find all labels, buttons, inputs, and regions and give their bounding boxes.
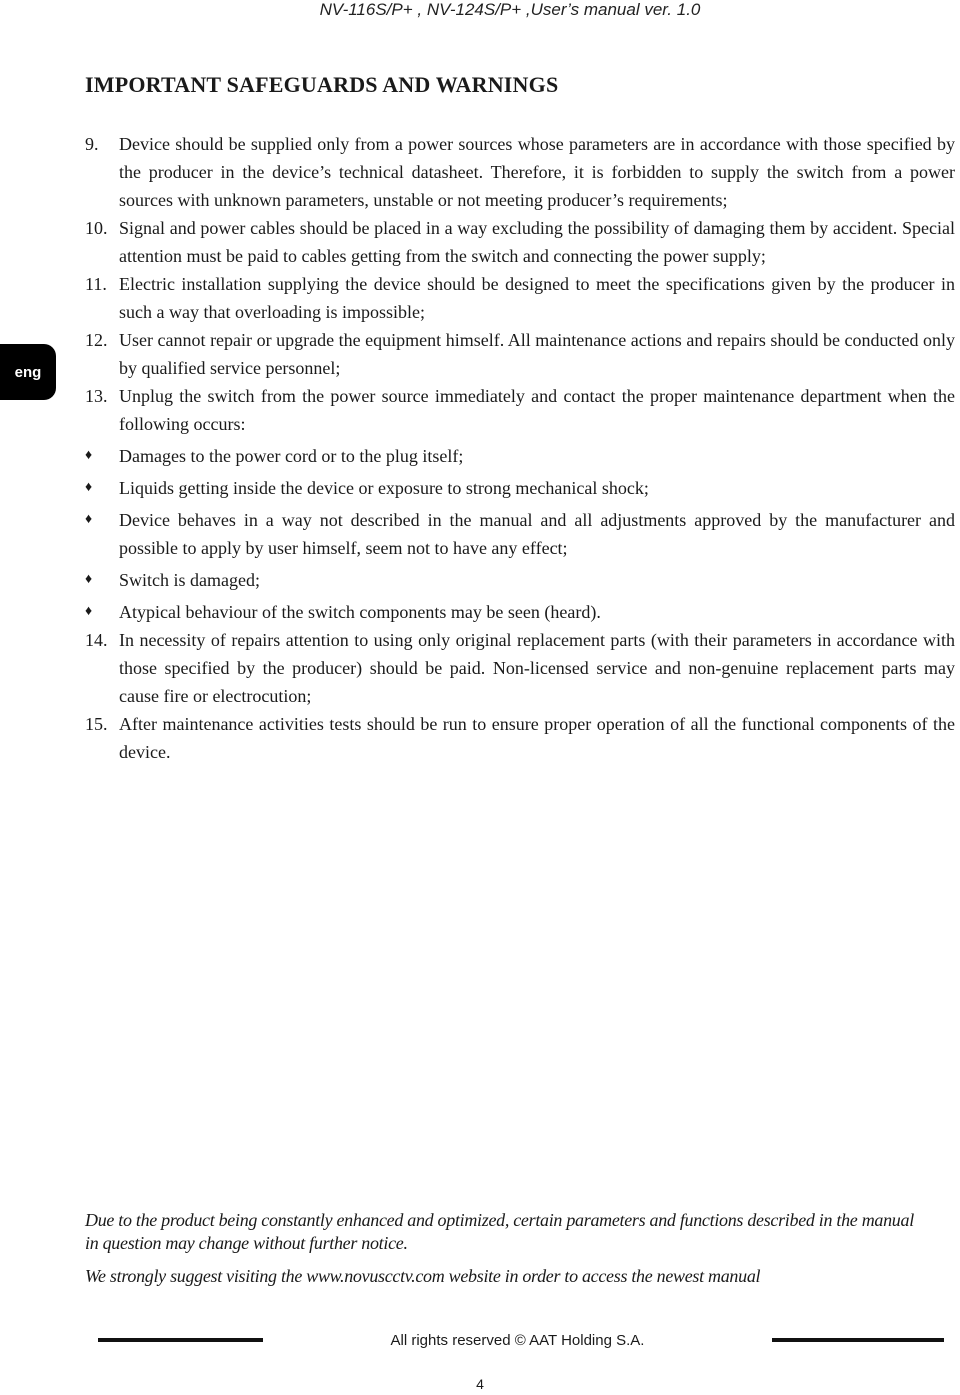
diamond-bullet-icon: ♦ xyxy=(85,572,93,587)
item-text: Unplug the switch from the power source immediately and contact the proper maintenance department when the following occurs: xyxy=(119,386,955,434)
item-number: 12. xyxy=(85,330,108,350)
notice-text: Due to the product being constantly enhanced and optimized, certain parameters and functions described in the manual in question may change without further notice. xyxy=(85,1210,914,1253)
diamond-bullet-icon: ♦ xyxy=(85,448,93,463)
section-title: IMPORTANT SAFEGUARDS AND WARNINGS xyxy=(85,72,559,97)
item-number: 13. xyxy=(85,386,108,406)
warning-item xyxy=(85,270,955,326)
item-text: Electric installation supplying the device should be designed to meet the specifications given by the producer in such a way that overloading is impossible; xyxy=(119,274,955,322)
bullet-item xyxy=(85,598,955,626)
item-text: After maintenance activities tests should be run to ensure proper operation of all the functional components of the device. xyxy=(119,714,955,762)
bullet-item xyxy=(85,506,955,562)
bullet-text: Switch is damaged; xyxy=(119,570,260,590)
item-text: Signal and power cables should be placed in a way excluding the possibility of damaging them by accident. Special attention must be paid to cables getting from the switch and connecting the power supply; xyxy=(119,218,955,266)
item-number: 10. xyxy=(85,218,108,238)
item-number: 14. xyxy=(85,630,108,650)
warning-item xyxy=(85,710,955,766)
item-text: In necessity of repairs attention to using only original replacement parts (with their parameters in accordance with those specified by the producer) should be paid. Non-licensed service and non-genuine replacement parts may cause fire or electrocution; xyxy=(119,630,955,706)
item-number: 11. xyxy=(85,274,107,294)
bullet-text: Atypical behaviour of the switch components may be seen (heard). xyxy=(119,602,601,622)
warning-item xyxy=(85,626,955,710)
warning-item xyxy=(85,214,955,270)
notice-text: We strongly suggest visiting the www.novuscctv.com website in order to access the newest manual xyxy=(85,1266,761,1286)
bullet-text: Liquids getting inside the device or exposure to strong mechanical shock; xyxy=(119,478,649,498)
language-tab: eng xyxy=(0,344,56,400)
diamond-bullet-icon: ♦ xyxy=(85,480,93,495)
item-text: Device should be supplied only from a power sources whose parameters are in accordance with those specified by the producer in the device’s technical datasheet. Therefore, it is forbidden to supply the switch from a power sources with unknown parameters, unstable or not meeting producer’s requirements; xyxy=(119,134,955,210)
page-header: NV-116S/P+ , NV-124S/P+ ,User’s manual ver. 1.0 xyxy=(319,0,701,19)
warning-item xyxy=(85,130,955,214)
bullet-item xyxy=(85,474,955,502)
update-notice xyxy=(85,1209,925,1288)
footer-rule-right xyxy=(772,1338,944,1342)
warnings-list xyxy=(85,130,955,766)
copyright-text: All rights reserved © AAT Holding S.A. xyxy=(390,1332,645,1349)
bullet-item xyxy=(85,566,955,594)
page-number: 4 xyxy=(476,1376,484,1392)
warning-item xyxy=(85,382,955,438)
bullet-text: Damages to the power cord or to the plug itself; xyxy=(119,446,464,466)
bullet-item xyxy=(85,442,955,470)
diamond-bullet-icon: ♦ xyxy=(85,604,93,619)
bullet-text: Device behaves in a way not described in the manual and all adjustments approved by the manufacturer and possible to apply by user himself, seem not to have any effect; xyxy=(119,510,955,558)
item-number: 9. xyxy=(85,134,99,154)
item-text: User cannot repair or upgrade the equipment himself. All maintenance actions and repairs should be conducted only by qualified service personnel; xyxy=(119,330,955,378)
item-number: 15. xyxy=(85,714,108,734)
diamond-bullet-icon: ♦ xyxy=(85,512,93,527)
warning-item xyxy=(85,326,955,382)
footer-rule-left xyxy=(98,1338,263,1342)
